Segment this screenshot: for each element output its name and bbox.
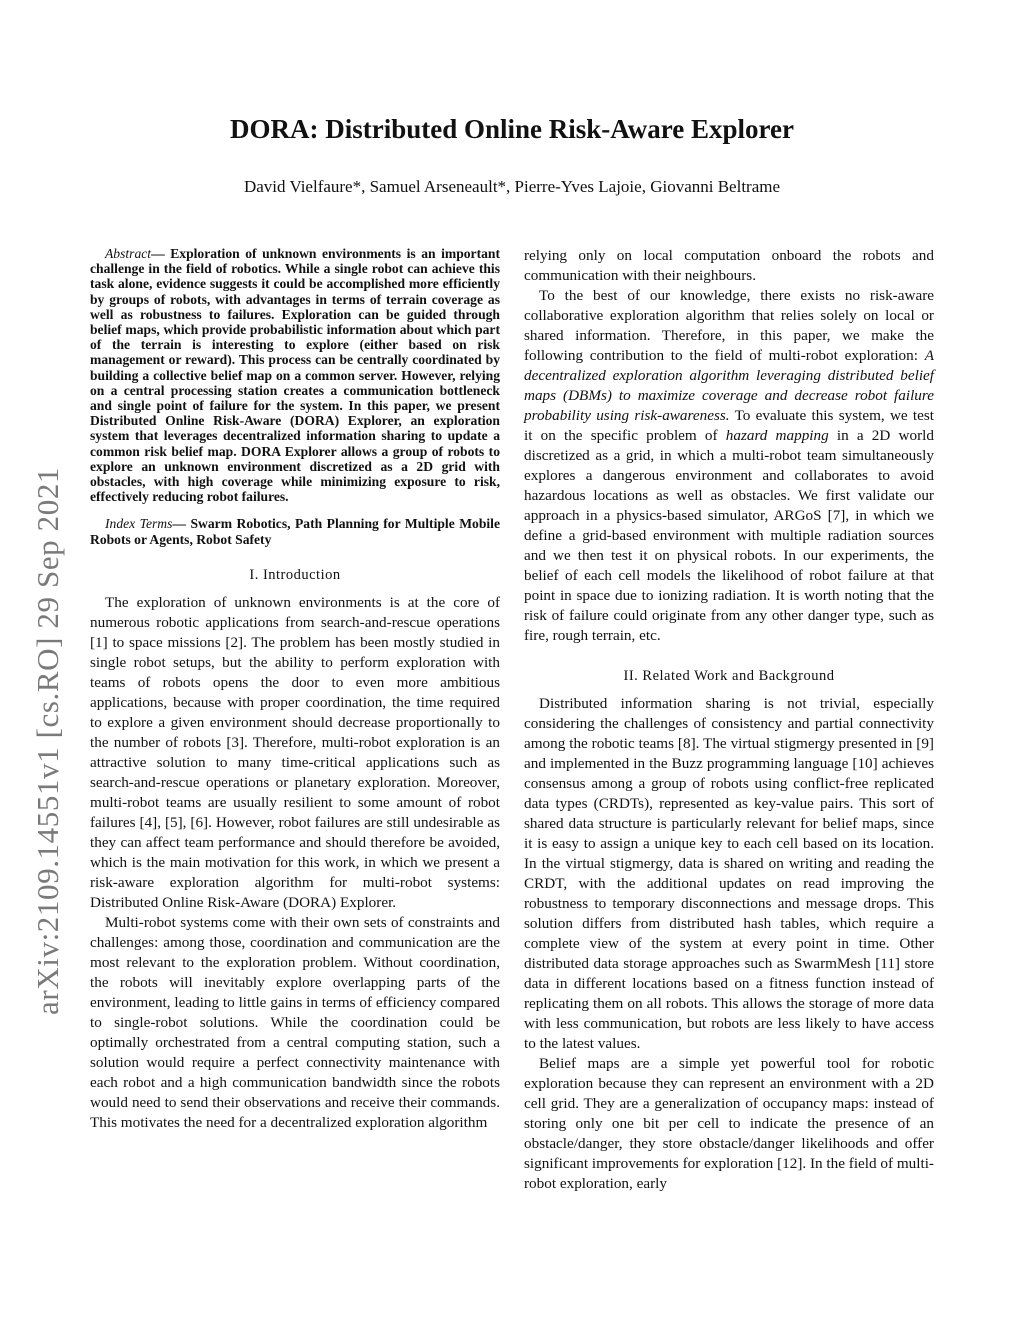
evaluation-lead: To evaluate this system, we test it on the specific problem of	[524, 407, 935, 444]
contribution-lead: To the best of our knowledge, there exists no risk-aware collaborative exploration algorithm that relies solely on local or shared information. Therefore, in this paper, we make the following contribution to the field of multi-robot exploration:	[524, 287, 934, 364]
abstract-label: Abstract	[105, 246, 152, 261]
section-heading-introduction: I. Introduction	[249, 566, 341, 583]
related-paragraph-1: Distributed information sharing is not trivial, especially considering the challenges of consistency and partial connectivity among the robotic teams [8]. The virtual stigmergy presented in [9] and implemented in the Buzz programming language [10] achieves consensus among a group of robots using conflict-free replicated data types (CRDTs), represented as key-value pairs. This sort of shared data structure is particularly relevant for belief maps, since it is easy to assign a unique key to each cell based on its location. In the virtual stigmergy, data is shared on writing and reading the CRDT, with the additional updates on read improving the robustness to temporary disconnections and message drops. This solution differs from distributed hash tables, which require a complete view of the system at every point in time. Other distributed data storage approaches such as SwarmMesh [11] store data in different locations based on a fitness function instead of replicating them on all robots. This allows the storage of more data with less communication, but robots are less likely to have access to the latest values.	[524, 695, 934, 1052]
arxiv-stamp: arXiv:2109.14551v1 [cs.RO] 29 Sep 2021	[30, 466, 65, 1015]
intro-paragraph-3	[524, 286, 934, 646]
paper-title: DORA: Distributed Online Risk-Aware Explorer	[230, 114, 794, 144]
contribution-statement: A decentralized exploration algorithm leveraging distributed belief maps (DBMs) to maximize coverage and decrease robot failure probability using risk-awareness.	[524, 347, 934, 424]
abstract	[90, 246, 500, 504]
intro-paragraph-2: Multi-robot systems come with their own sets of constraints and challenges: among those, coordination and communication are the most relevant to the exploration problem. Without coordination, the robots will inevitably explore overlapping parts of the environment, leading to little gains in terms of efficiency compared to single-robot solutions. While the coordination could be optimally orchestrated from a central computing station, such a solution would require a perfect connectivity maintenance with each robot and a high communication bandwidth since the robots would need to send their observations and receive their commands. This motivates the need for a decentralized exploration algorithm	[90, 913, 500, 1131]
author-list: David Vielfaure*, Samuel Arseneault*, Pierre-Yves Lajoie, Giovanni Beltrame	[243, 177, 781, 196]
intro-paragraph-1: The exploration of unknown environments is at the core of numerous robotic applications from search-and-rescue operations [1] to space missions [2]. The problem has been mostly studied in single robot setups, but the ability to perform exploration with teams of robots opens the door to even more ambitious applications, because with proper coordination, the time required to explore a given environment should decrease proportionally to the number of robots [3]. Therefore, multi-robot exploration is an attractive solution to many time-critical applications such as search-and-rescue operations or planetary exploration. Moreover, multi-robot teams are usually resilient to some amount of robot failures [4], [5], [6]. However, robot failures are still undesirable as they can affect team performance and should therefore be avoided, which is the main motivation for this work, in which we present a risk-aware exploration algorithm for multi-robot systems: Distributed Online Risk-Aware (DORA) Explorer.	[90, 593, 500, 911]
index-terms-label: Index Terms	[105, 516, 173, 532]
evaluation-text: in a 2D world discretized as a grid, in which a multi-robot team simultaneously explores a dangerous environment and collaborates to avoid hazardous locations as well as obstacles. We first validate our approach in a physics-based simulator, ARGoS [7], in which we define a grid-based environment with multiple radiation sources and we then test it on physical robots. In our experiments, the belief of each cell models the likelihood of robot failure at that point in space due to ionizing radiation. It is worth noting that the risk of failure could originate from any other danger type, such as fire, rough terrain, etc.	[524, 427, 934, 644]
section-heading-related-work: II. Related Work and Background	[623, 668, 835, 684]
left-column	[90, 246, 500, 1133]
index-terms	[90, 516, 500, 546]
intro-paragraph-2-continued: relying only on local computation onboard the robots and communication with their neighbours.	[524, 247, 934, 284]
abstract-text: — Exploration of unknown environments is an important challenge in the field of robotics. While a single robot can achieve this task alone, evidence suggests it could be accomplished more efficiently by groups of robots, with advantages in terms of terrain coverage as well as robustness to failures. Exploration can be guided through belief maps, which provide probabilistic information about which part of the terrain is interesting to explore (either based on risk management or reward). This process can be centrally coordinated by building a collective belief map on a common server. However, relying on a central processing station creates a communication bottleneck and single point of failure for the system. In this paper, we present Distributed Online Risk-Aware (DORA) Explorer, an exploration system that leverages decentralized information sharing to update a common risk belief map. DORA Explorer allows a group of robots to explore an unknown environment discretized as a 2D grid with obstacles, with high coverage while minimizing exposure to risk, effectively reducing robot failures.	[90, 246, 500, 505]
right-column	[524, 246, 934, 1194]
index-terms-text: — Swarm Robotics, Path Planning for Multiple Mobile Robots or Agents, Robot Safety	[90, 516, 500, 547]
hazard-mapping-term: hazard mapping	[725, 427, 829, 444]
related-paragraph-2: Belief maps are a simple yet powerful tool for robotic exploration because they can represent an environment with a 2D cell grid. They are a generalization of occupancy maps: instead of storing only one bit per cell to indicate the presence of an obstacle/danger, they store obstacle/danger likelihoods and offer significant improvements for exploration [12]. In the field of multi-robot exploration, early	[524, 1055, 934, 1192]
